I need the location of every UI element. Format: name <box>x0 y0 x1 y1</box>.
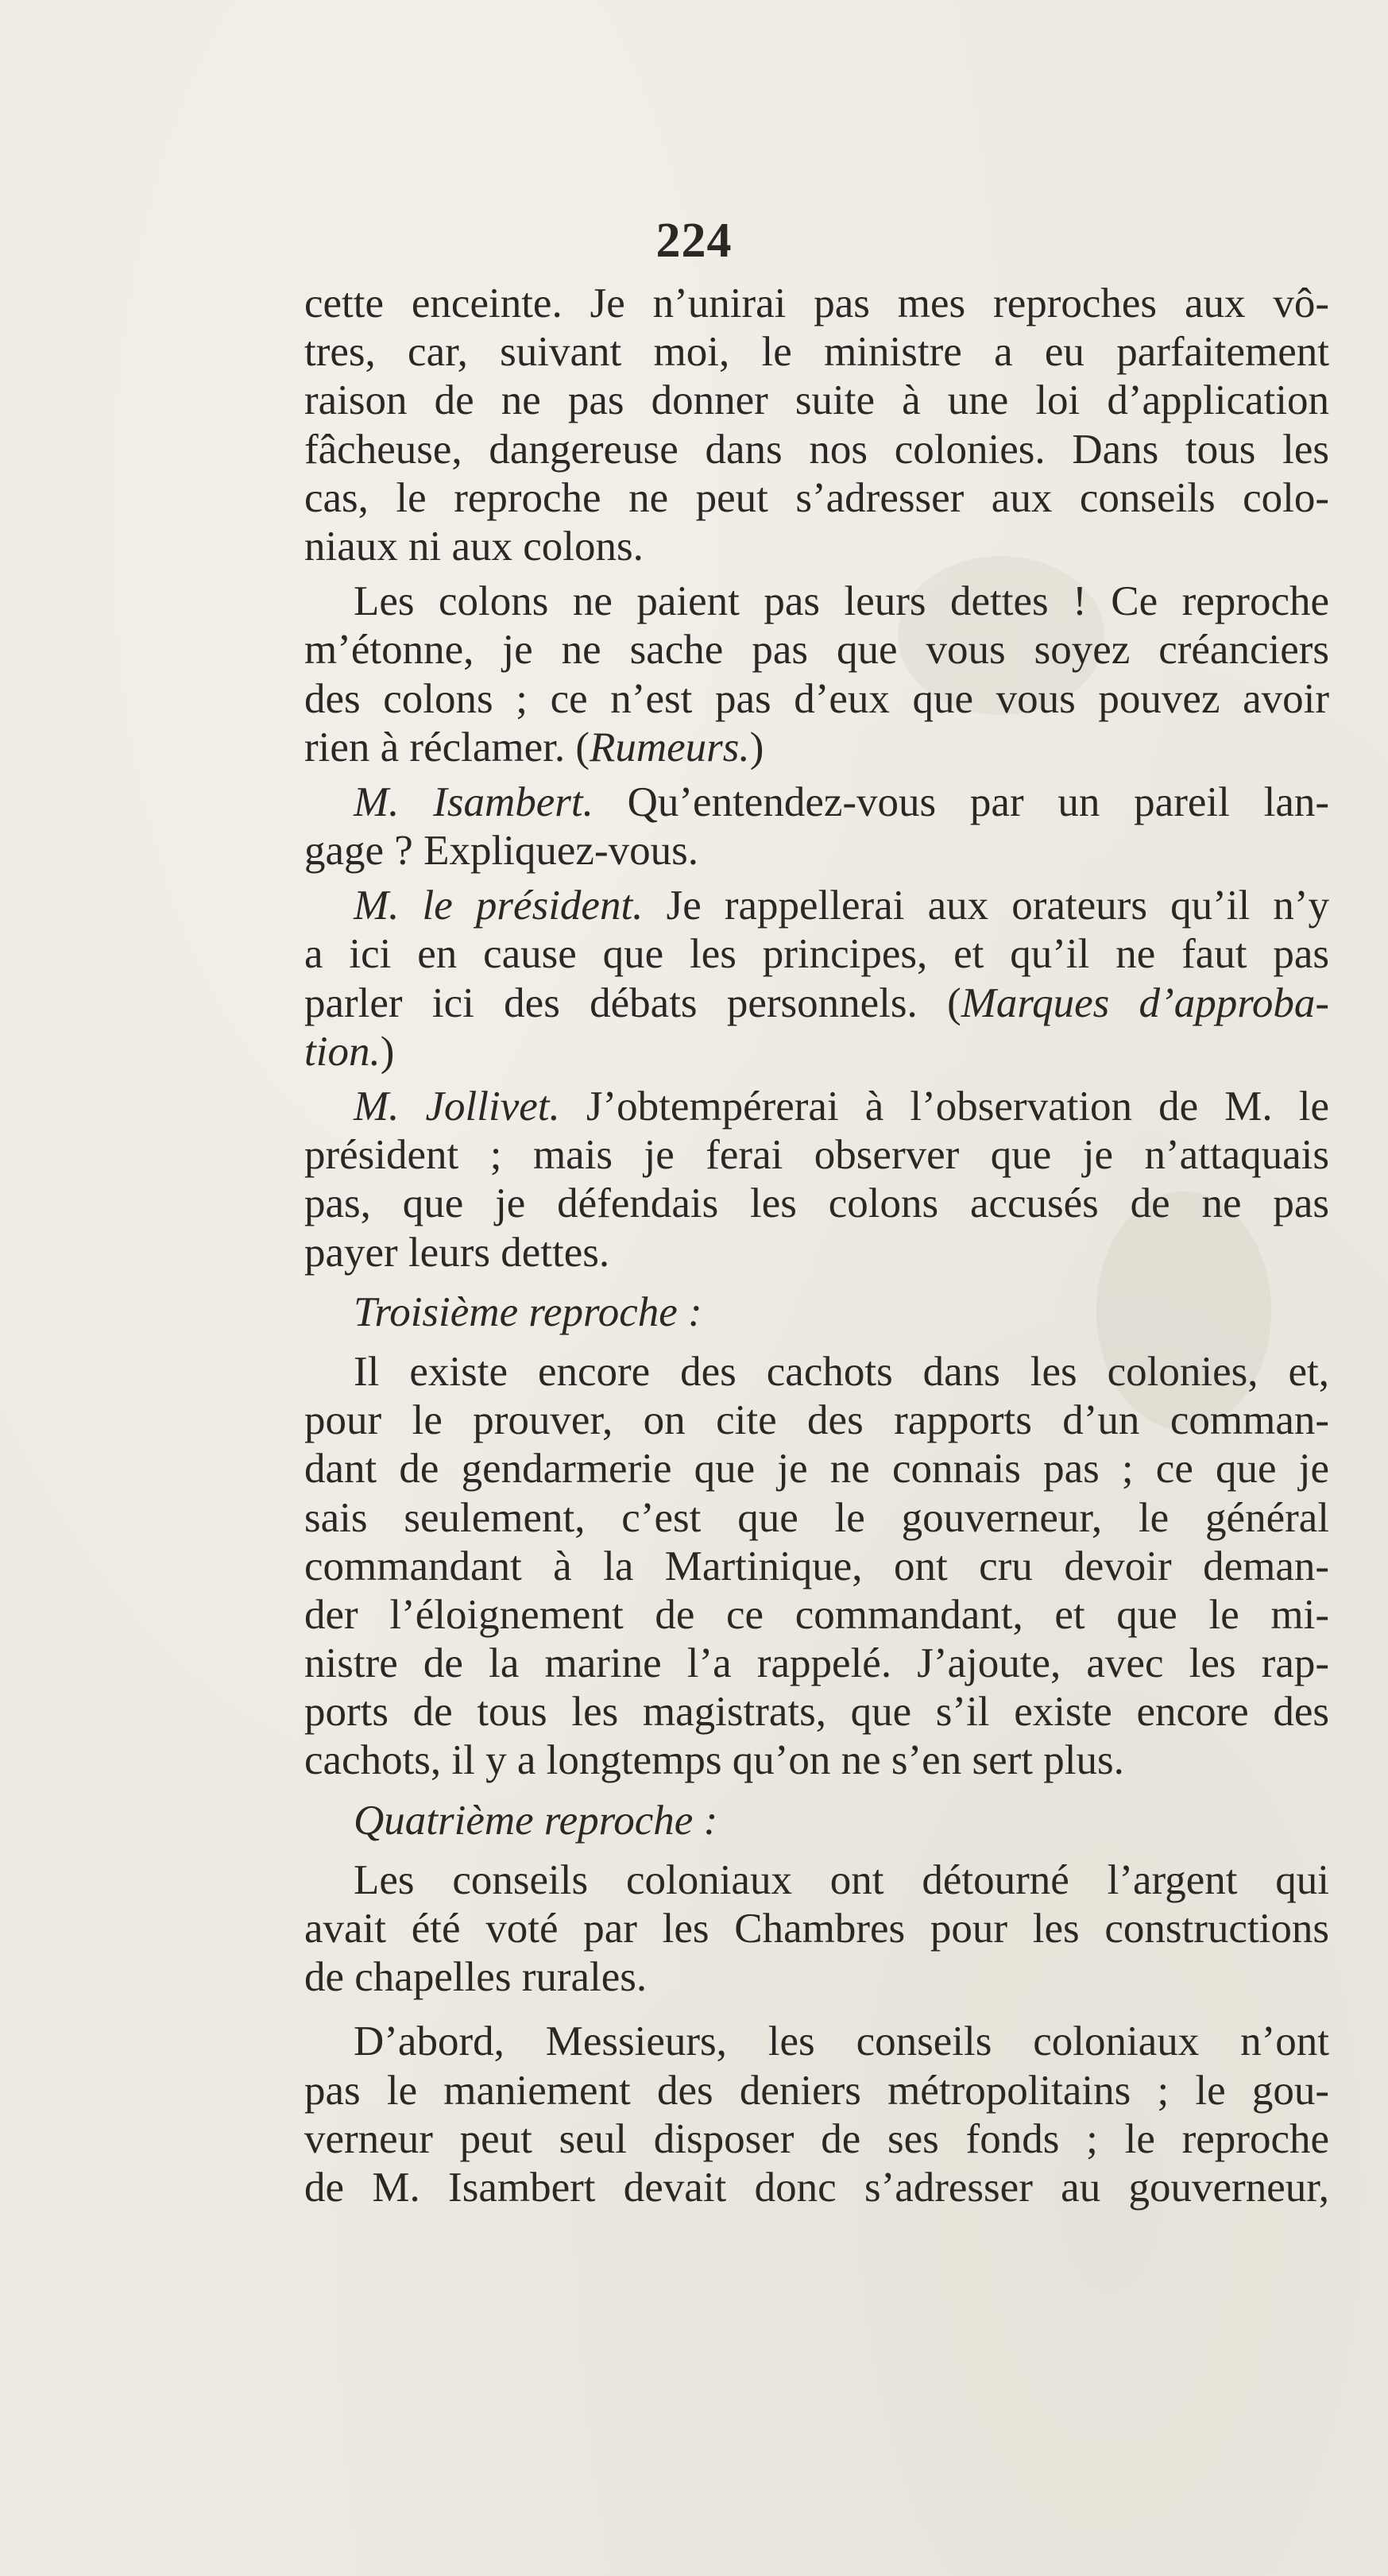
text-line: cachots, il y a longtemps qu’on ne s’en sert plus. <box>304 1737 1124 1784</box>
interjection: tion. <box>304 1028 381 1075</box>
text-line: raison de ne pas donner suite à une loi d’application <box>304 377 1329 424</box>
speaker-name: M. Jollivet. <box>354 1083 560 1130</box>
text-line <box>304 1028 1329 1076</box>
speaker-name: M. le président. <box>354 882 644 929</box>
text-line: commandant à la Martinique, ont cru devoir deman- <box>304 1543 1329 1589</box>
text-run: ) <box>749 724 764 770</box>
text-line: verneur peut seul disposer de ses fonds ; le reproche <box>304 2115 1329 2162</box>
text-line: cette enceinte. Je n’unirai pas mes reproches aux vô- <box>304 280 1329 326</box>
text-line <box>304 778 1329 827</box>
text-line <box>304 724 1329 772</box>
text-line: dant de gendarmerie que je ne connais pas ; ce que je <box>304 1446 1329 1493</box>
text-line: cas, le reproche ne peut s’adresser aux conseils colo- <box>304 474 1329 521</box>
text-line <box>304 1083 1329 1131</box>
interjection: Marques d’approba- <box>961 979 1329 1026</box>
text-line: gage ? Expliquez-vous. <box>304 828 698 875</box>
text-line: m’étonne, je ne sache pas que vous soyez créanciers <box>304 627 1329 674</box>
section-heading: Quatrième reproche : <box>354 1797 718 1844</box>
page-number: 224 <box>655 214 733 268</box>
text-line: pas, que je défendais les colons accusés de ne pas <box>304 1180 1329 1227</box>
text-line: niaux ni aux colons. <box>304 523 644 570</box>
text-run: J’obtempérerai à l’observation de M. le <box>559 1083 1330 1130</box>
text-line: der l’éloignement de ce commandant, et que le mi- <box>304 1591 1329 1638</box>
text-run: Qu’entendez-vous par un pareil lan- <box>593 778 1329 825</box>
text-line: avait été voté par les Chambres pour les constructions <box>304 1906 1329 1952</box>
text-line: Les conseils coloniaux ont détourné l’argent qui <box>354 1856 1329 1903</box>
text-line: pour le prouver, on cite des rapports d’un comman- <box>304 1397 1329 1444</box>
text-line: fâcheuse, dangereuse dans nos colonies. Dans tous les <box>304 426 1329 473</box>
text-line: des colons ; ce n’est pas d’eux que vous pouvez avoir <box>304 675 1329 722</box>
text-line <box>304 979 1329 1028</box>
body-text <box>304 280 1329 2212</box>
text-run: parler ici des débats personnels. ( <box>304 979 961 1026</box>
interjection: Rumeurs. <box>590 724 750 770</box>
text-line: ports de tous les magistrats, que s’il existe encore des <box>304 1689 1329 1736</box>
text-run: rien à réclamer. ( <box>304 724 590 770</box>
text-line: de chapelles rurales. <box>304 1954 648 2001</box>
section-heading: Troisième reproche : <box>354 1288 702 1335</box>
text-run: ) <box>380 1028 395 1075</box>
text-line: D’abord, Messieurs, les conseils coloniaux n’ont <box>354 2018 1329 2065</box>
text-line: tres, car, suivant moi, le ministre a eu parfaitement <box>304 329 1329 376</box>
text-line: payer leurs dettes. <box>304 1229 610 1276</box>
speaker-name: M. Isambert. <box>354 778 593 825</box>
text-line: a ici en cause que les principes, et qu’il ne faut pas <box>304 931 1329 978</box>
text-line <box>304 882 1329 930</box>
text-line: Il existe encore des cachots dans les colonies, et, <box>354 1348 1329 1395</box>
text-line: président ; mais je ferai observer que je n’attaquais <box>304 1132 1329 1179</box>
text-line: sais seulement, c’est que le gouverneur, le général <box>304 1494 1329 1541</box>
text-line: pas le maniement des deniers métropolitains ; le gou- <box>304 2067 1329 2114</box>
text-line: Les colons ne paient pas leurs dettes ! Ce reproche <box>354 578 1329 625</box>
text-line: nistre de la marine l’a rappelé. J’ajoute, avec les rap- <box>304 1640 1329 1687</box>
text-line: de M. Isambert devait donc s’adresser au gouverneur, <box>304 2164 1329 2211</box>
text-run: Je rappellerai aux orateurs qu’il n’y <box>643 882 1329 929</box>
